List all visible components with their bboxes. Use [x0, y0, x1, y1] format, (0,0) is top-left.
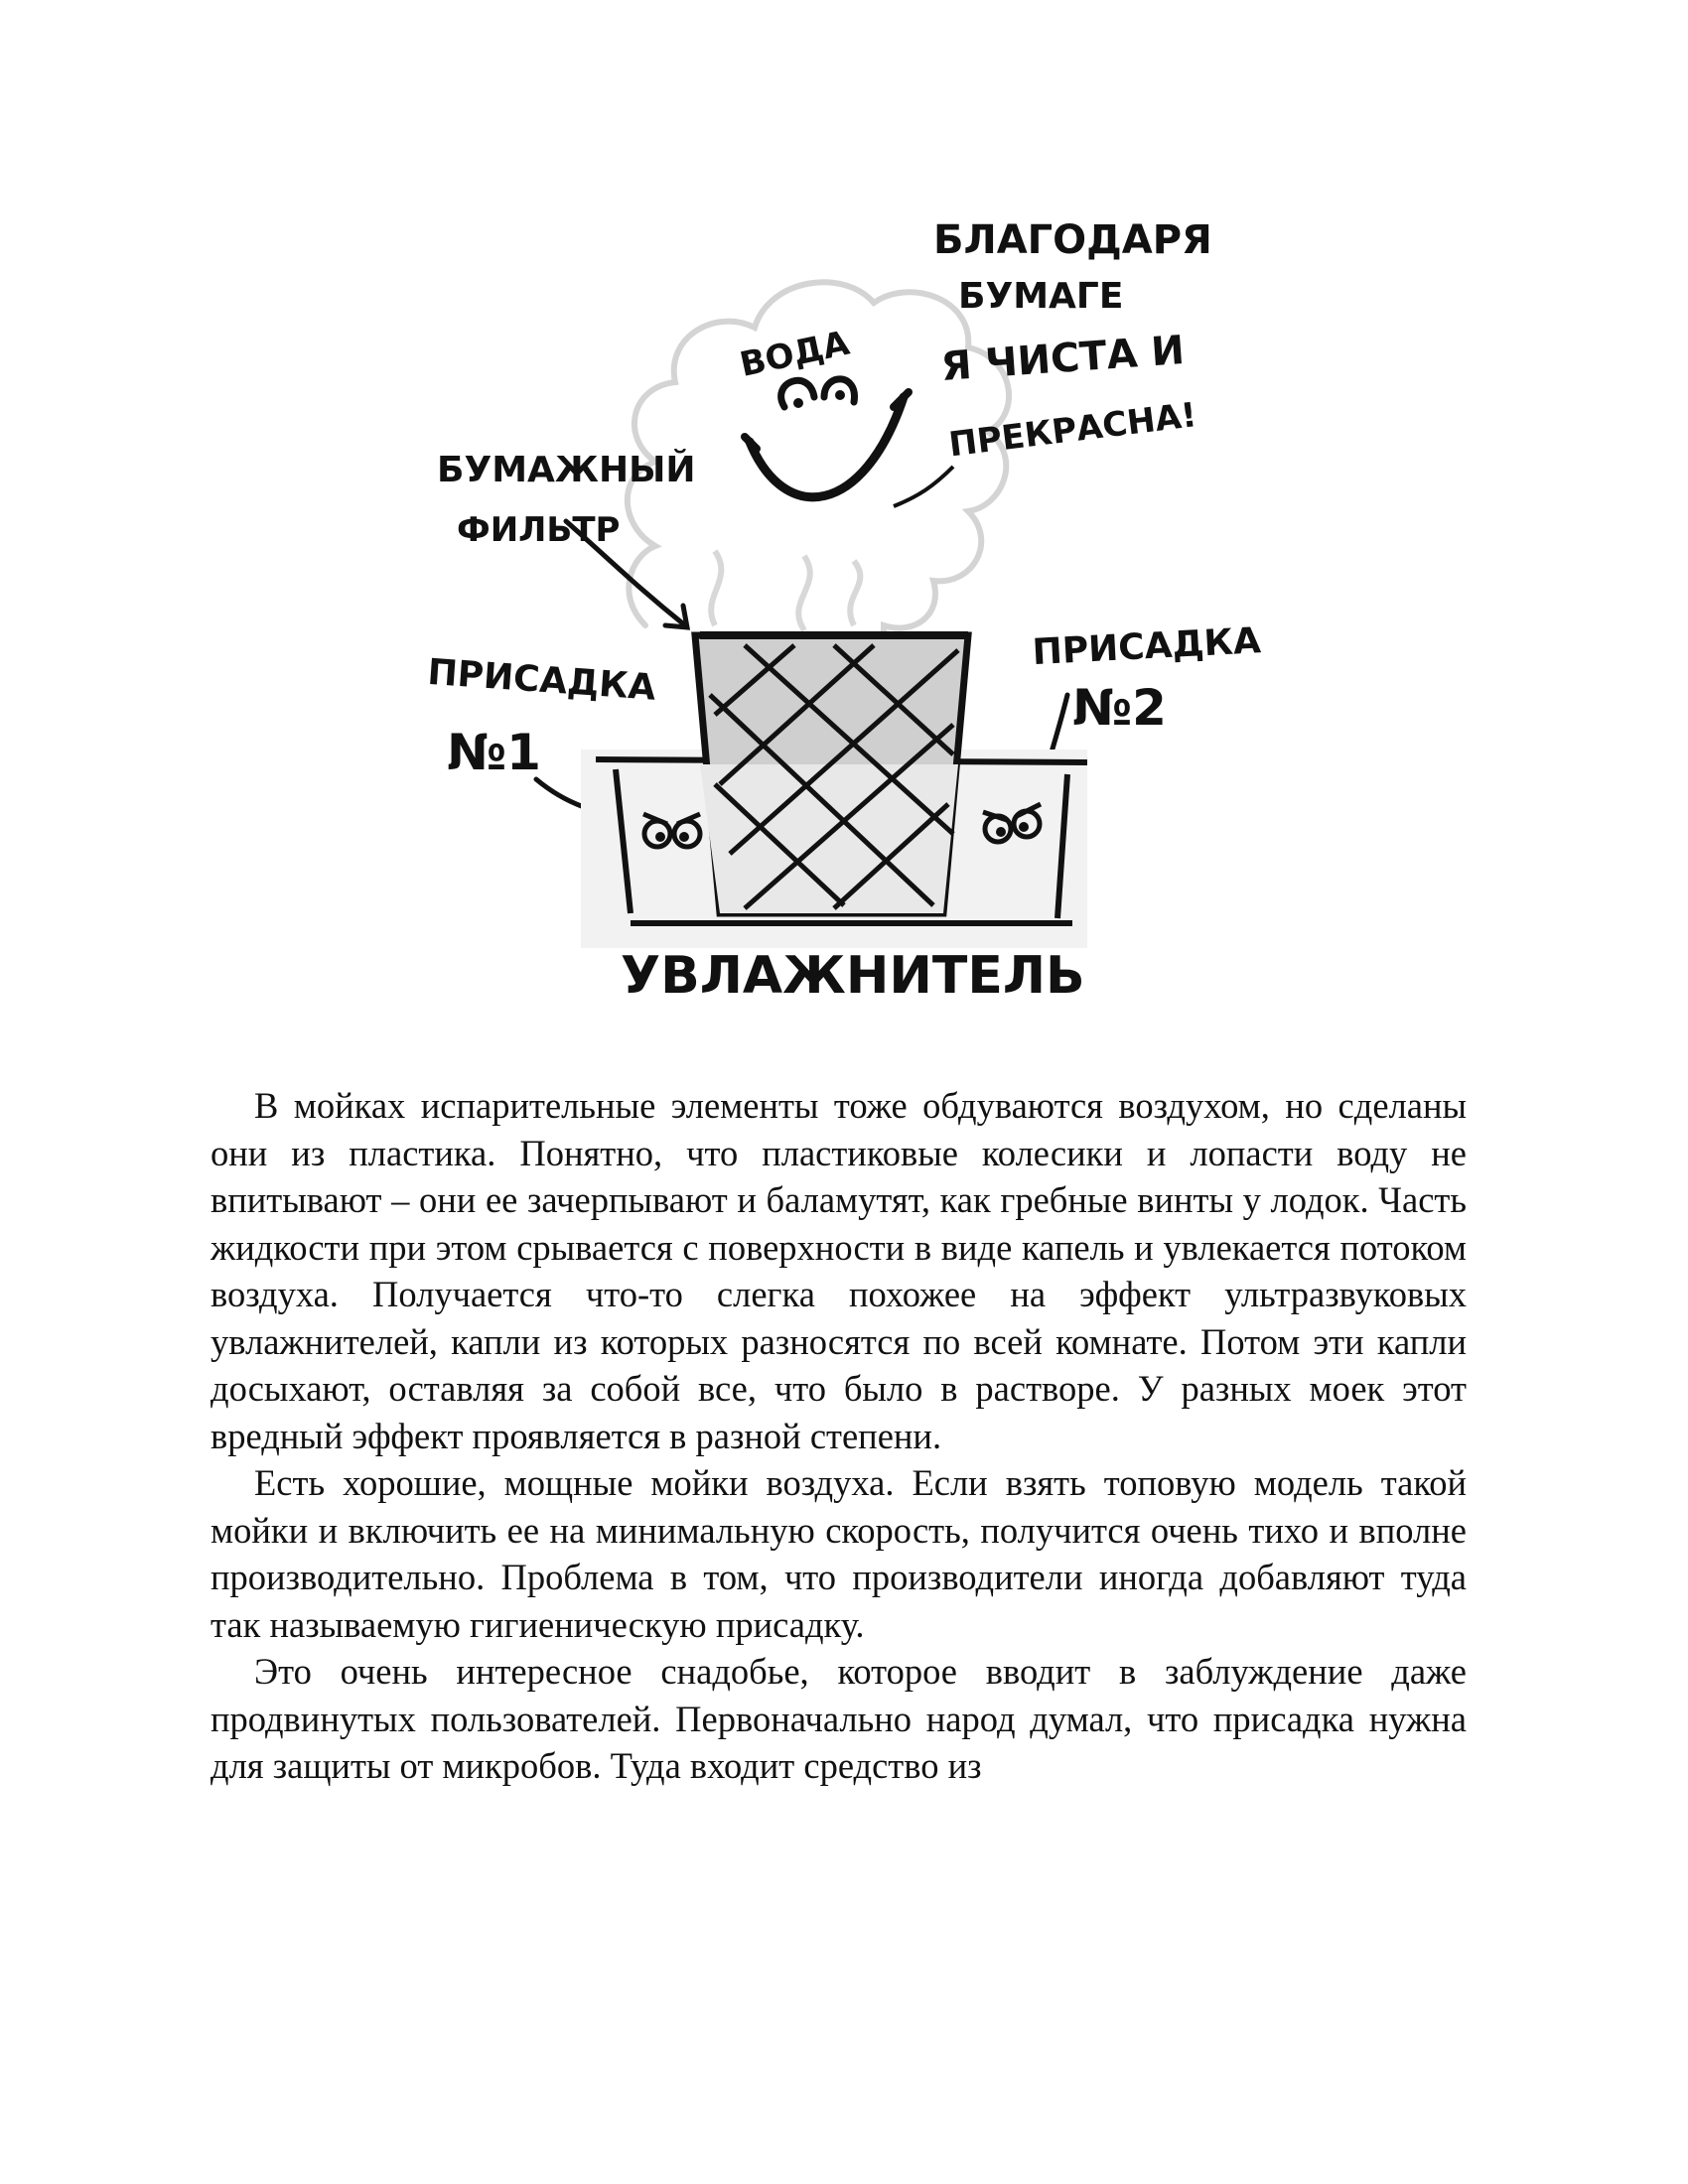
paper-filter-callout [437, 449, 696, 627]
water-face [745, 379, 909, 497]
svg-text:№1: №1 [447, 724, 541, 781]
paragraph: В мойках испарительные элементы тоже обдуваются воздухом, но сделаны они из пластика. Понятно, что пластиковые колесики и лопасти воду не впитывают – они ее зачерпывают и баламутят, как гребные винты у лодок. Часть жидкости при этом срывается с поверхности в виде капель и увлекается потоком воздуха. Получается что-то слегка похожее на эффект ультразвуковых увлажнителей, капли из которых разносятся по всей комнате. Потом эти капли досыхают, оставляя за собой все, что было в растворе. У разных моек этот вредный эффект проявляется в разной степени. [211, 1085, 1467, 1456]
paragraph: Есть хорошие, мощные мойки воздуха. Если взять топовую модель такой мойки и включить ее на минимальную скорость, получится очень тихо и вполне производительно. Проблема в том, что производители иногда добавляют туда так называемую гигиеническую присадку. [211, 1462, 1467, 1645]
svg-text:Я ЧИСТА И: Я ЧИСТА И [939, 327, 1187, 390]
humidifier-illustration [417, 199, 1291, 1013]
svg-text:ПРЕКРАСНА!: ПРЕКРАСНА! [946, 395, 1199, 466]
svg-text:БУМАЖНЫЙ: БУМАЖНЫЙ [437, 450, 696, 490]
body-text [211, 1082, 1467, 1790]
svg-text:ПРИСАДКА: ПРИСАДКА [426, 651, 657, 709]
humidifier-drawing [417, 199, 1291, 1013]
svg-text:ФИЛЬТР: ФИЛЬТР [457, 510, 621, 550]
svg-text:БУМАГЕ: БУМАГЕ [958, 276, 1124, 317]
svg-text:№2: №2 [1072, 679, 1167, 737]
water-label: ВОДА [736, 323, 853, 385]
humidifier-body [581, 635, 1087, 948]
svg-text:ПРИСАДКА: ПРИСАДКА [1031, 620, 1262, 674]
paragraph: Это очень интересное снадобье, которое вводит в заблуждение даже продвинутых пользователей. Первоначально народ думал, что присадка нужна для защиты от микробов. Туда входит средство из [211, 1651, 1467, 1786]
water-speech [894, 217, 1212, 506]
svg-text:БЛАГОДАРЯ: БЛАГОДАРЯ [933, 217, 1212, 263]
humidifier-label: УВЛАЖНИТЕЛЬ [621, 946, 1085, 1006]
